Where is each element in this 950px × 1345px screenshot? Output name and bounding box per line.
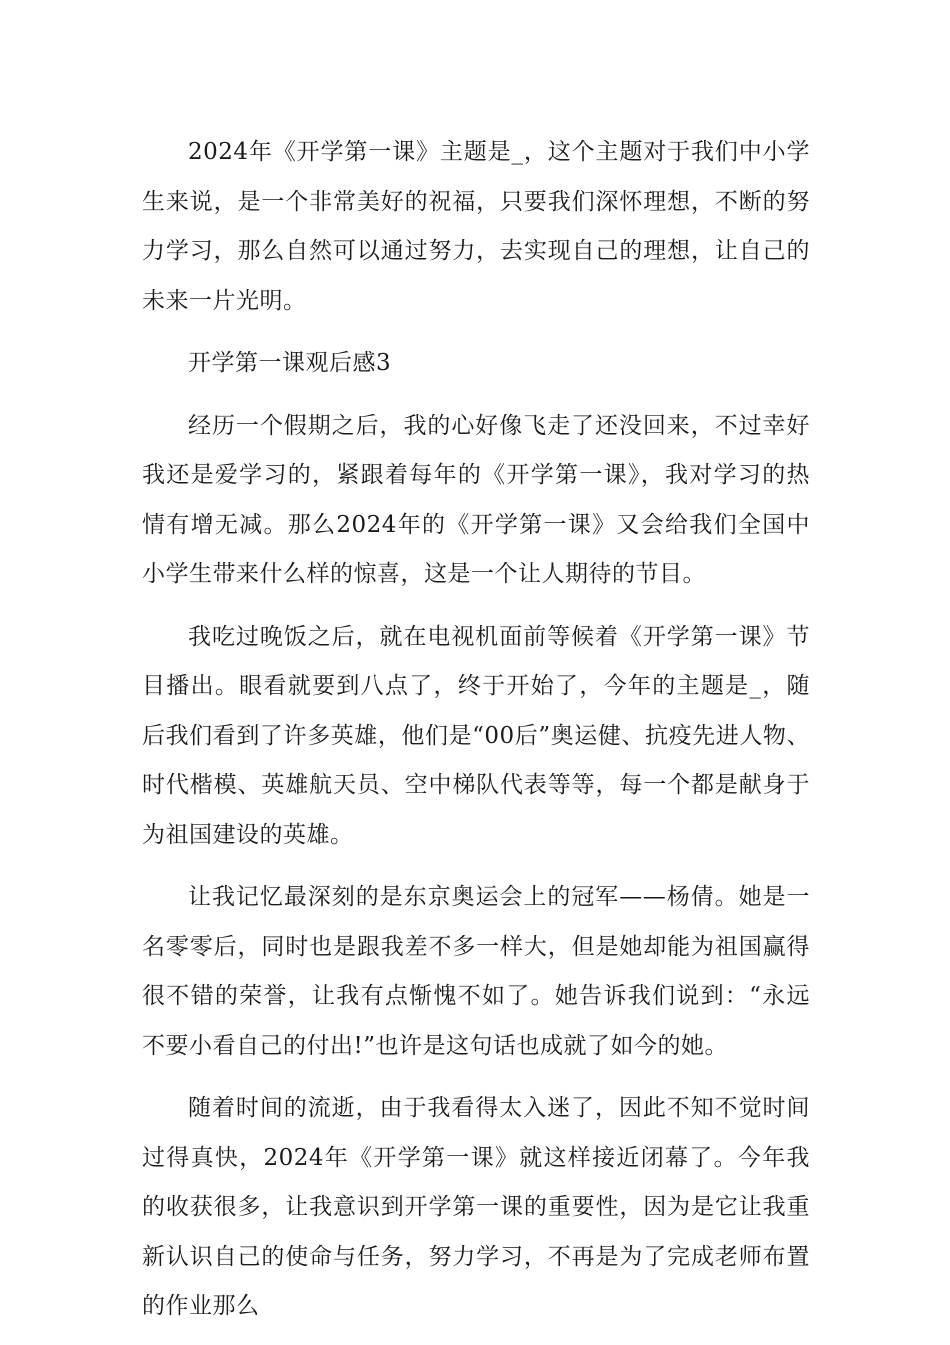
section-heading: 开学第一课观后感3 bbox=[188, 350, 392, 376]
paragraph-yang-qian: 让我记忆最深刻的是东京奥运会上的冠军——杨倩。她是一名零零后，同时也是跟我差不多一样大，但是她却能为祖国赢得很不错的荣誉，让我有点惭愧不如了。她告诉我们说到：“永远不要小看自己的付出!”也许是这句话也成就了如今的她。 bbox=[142, 884, 810, 1059]
paragraph-holiday: 经历一个假期之后，我的心好像飞走了还没回来，不过幸好我还是爱学习的，紧跟着每年的《开学第一课》，我对学习的热情有增无减。那么2024年的《开学第一课》又会给我们全国中小学生带来什么样的惊喜，这是一个让人期待的节目。 bbox=[142, 412, 810, 587]
paragraph-broadcast: 我吃过晚饭之后，就在电视机面前等候着《开学第一课》节目播出。眼看就要到八点了，终于开始了，今年的主题是_，随后我们看到了许多英雄，他们是“00后”奥运健、抗疫先进人物、时代楷模、英雄航天员、空中梯队代表等等，每一个都是献身于为祖国建设的英雄。 bbox=[142, 623, 810, 848]
document-body bbox=[142, 128, 810, 1345]
paragraph-theme-intro: 2024年《开学第一课》主题是_，这个主题对于我们中小学生来说，是一个非常美好的祝福，只要我们深怀理想，不断的努力学习，那么自然可以通过努力，去实现自己的理想，让自己的未来一片光明。 bbox=[142, 139, 810, 314]
paragraph-conclusion: 随着时间的流逝，由于我看得太入迷了，因此不知不觉时间过得真快，2024年《开学第一课》就这样接近闭幕了。今年我的收获很多，让我意识到开学第一课的重要性，因为是它让我重新认识自己的使命与任务，努力学习，不再是为了完成老师布置的作业那么 bbox=[142, 1095, 810, 1319]
